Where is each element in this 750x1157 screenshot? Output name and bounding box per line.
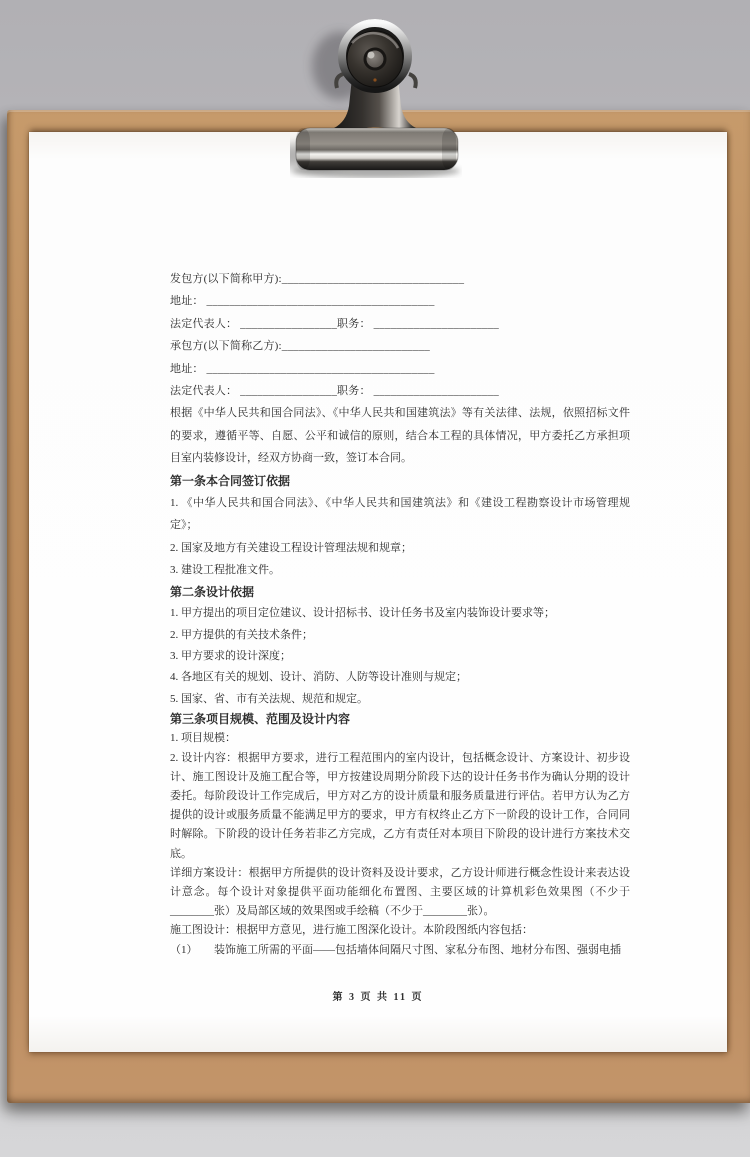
- clip-bar-end-right: [442, 128, 456, 170]
- section-2: [170, 582, 630, 710]
- section-item: 3. 甲方要求的设计深度；: [170, 649, 291, 662]
- section-item: 2. 设计内容：根据甲方要求，进行工程范围内的室内设计，包括概念设计、方案设计、初步设计、施工图设计及施工配合等，甲方按建设周期分阶段下达的设计任务书作为确认分期的设计委托。每阶段设计工作完成后，甲方对乙方的设计质量和服务质量进行评估。若甲方认为乙方提供的设计或服务质量不能满足甲方的要求，甲方有权终止乙方下一阶段的设计工作，合同同时解除。下阶段的设计任务若非乙方完成，乙方有责任对本项目下阶段的设计进行方案技术交底。: [170, 751, 630, 860]
- party-line-contractor: 承包方(以下简称乙方):__________________________: [170, 340, 430, 353]
- clip-hole-glint: [368, 52, 375, 59]
- section-heading: 第二条设计依据: [170, 584, 255, 599]
- clip-bar: [296, 128, 458, 170]
- section-3: [170, 710, 630, 960]
- intro-paragraph: 根据《中华人民共和国合同法》、《中华人民共和国建筑法》等有关法律、法规，依照招标文件的要求，遵循平等、自愿、公平和诚信的原则，结合本工程的具体情况，甲方委托乙方承担项目室内装修设计，经双方协商一致，签订本合同。: [170, 407, 630, 465]
- section-1: [170, 470, 630, 582]
- section-item: 5. 国家、省、市有关法规、规范和规定。: [170, 692, 368, 705]
- section-item: 详细方案设计：根据甲方所提供的设计资料及设计要求，乙方设计师进行概念性设计来表达设计意念。每个设计对象提供平面功能细化布置图、主要区域的计算机彩色效果图（不少于________张）及局部区域的效果图或手绘稿（不少于________张）。: [170, 866, 630, 918]
- section-heading: 第一条本合同签订依据: [170, 473, 291, 488]
- page-number: 第 3 页 共 11 页: [332, 992, 424, 1003]
- section-item: 2. 甲方提供的有关技术条件；: [170, 628, 313, 641]
- section-item: 1. 项目规模：: [170, 732, 236, 745]
- section-heading: 第三条项目规模、范围及设计内容: [170, 712, 351, 727]
- party-line-representative-b: 法定代表人： _________________职务： ______________________: [170, 385, 499, 398]
- section-item: 2. 国家及地方有关建设工程设计管理法规和规章；: [170, 541, 412, 554]
- section-item: （1） 装饰施工所需的平面——包括墙体间隔尺寸图、家私分布图、地材分布图、强弱电插: [170, 943, 621, 956]
- party-line-address-a: 地址： ________________________________________: [170, 295, 435, 308]
- contract-paper: [29, 132, 727, 1052]
- contract-document: [170, 132, 630, 960]
- binder-clip-icon: [290, 8, 462, 178]
- section-item: 3. 建设工程批准文件。: [170, 564, 280, 577]
- section-item: 1. 《中华人民共和国合同法》、《中华人民共和国建筑法》和《建设工程勘察设计市场管理规定》；: [170, 497, 630, 532]
- clipboard: [7, 110, 750, 1103]
- clip-hole: [365, 49, 385, 69]
- clip-bar-end-left: [296, 128, 310, 170]
- section-item: 1. 甲方提出的项目定位建议、设计招标书、设计任务书及室内装饰设计要求等；: [170, 607, 555, 620]
- clip-face-dot: [373, 78, 376, 81]
- clip-hook-right: [409, 74, 416, 88]
- party-line-employer: 发包方(以下简称甲方):________________________________: [170, 273, 465, 285]
- party-line-representative-a: 法定代表人： _________________职务： ______________________: [170, 317, 499, 330]
- section-item: 4. 各地区有关的规划、设计、消防、人防等设计准则与规定；: [170, 671, 467, 684]
- party-line-address-b: 地址： ________________________________________: [170, 362, 435, 375]
- party-info-block: [170, 268, 630, 402]
- section-item: 施工图设计：根据甲方意见，进行施工图深化设计。本阶段图纸内容包括：: [170, 924, 533, 937]
